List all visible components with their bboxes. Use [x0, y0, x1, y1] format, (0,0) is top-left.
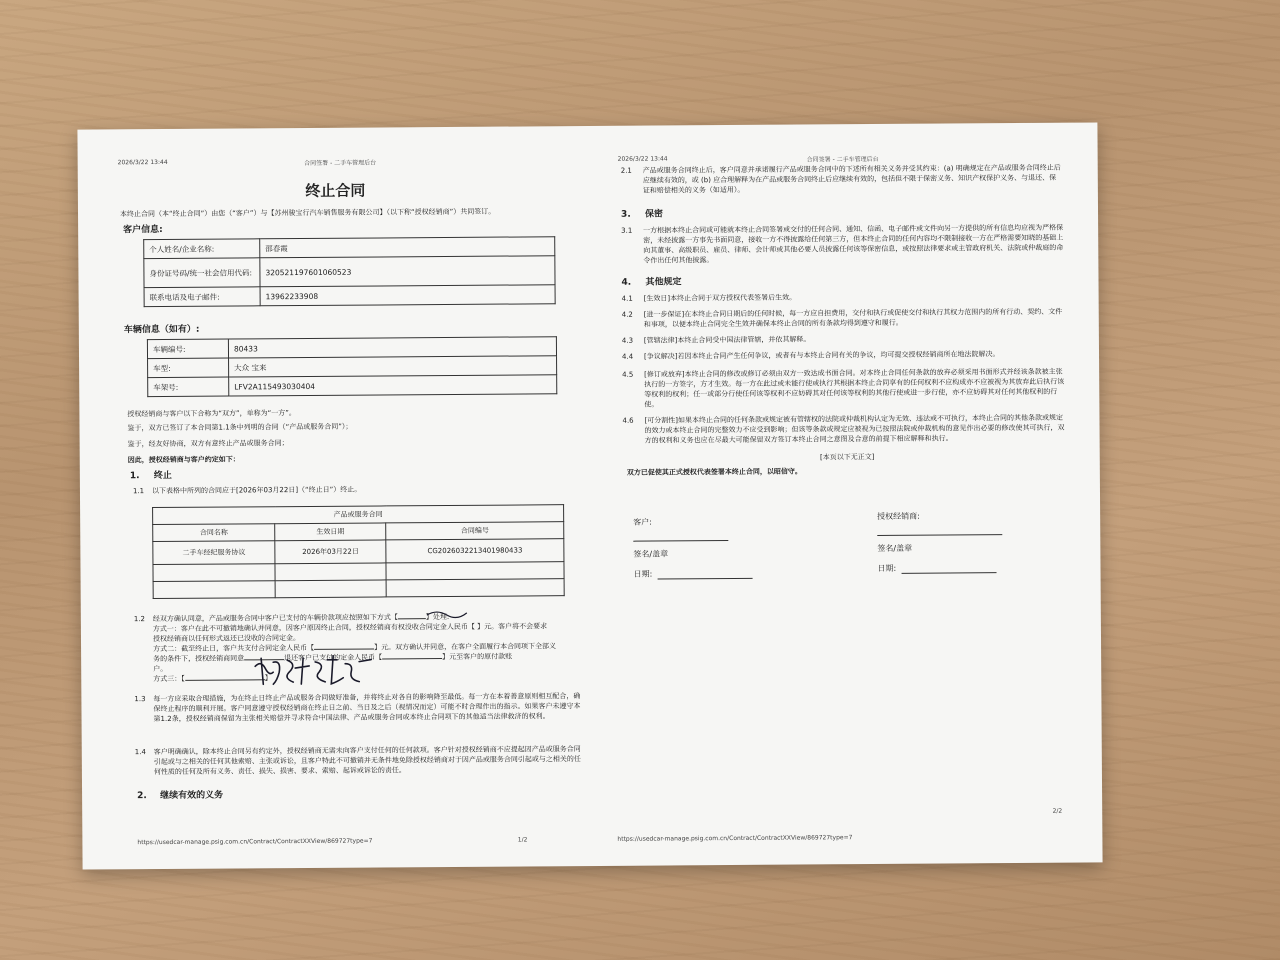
therefore-paragraph: 因此，授权经销商与客户约定如下：	[127, 455, 240, 465]
table-cell	[386, 562, 564, 580]
section-3-number: 3.	[621, 209, 631, 220]
clause-1-2-text: 经双方确认同意，产品或服务合同中客户已支付的车辆价款项应按照如下方式【 】处理: 方式一：客户在此不可撤销地确认并同意，因客户原因终止合同，授权经销商有权没收合同定金人民币【 】元。客户将不会要求 授权经销商以任何形式返还已没收的合同定金。 方式二：截至终止日，客户共支付合同定金人民币【 】元。双方确认并同意，在客户全面履行本合同项下全部义 务的条件下，授权经销商同意 退还客户已支付的定金人民币【 】元至客户的原付款账 户。 方式三：【 】	[152, 612, 557, 684]
page-1	[77, 126, 597, 870]
clause-4-1-text: [生效日]本终止合同于双方授权代表签署后生效。	[643, 293, 797, 303]
section-2-number: 2.	[137, 791, 147, 802]
page-number: 2/2	[1052, 807, 1063, 815]
print-date: 2026/3/22 13:44	[117, 158, 168, 167]
product-table-caption: 产品或服务合同	[153, 505, 564, 525]
whereas-1: 鉴于，双方已签订了本合同第1.1条中列明的合同（“产品或服务合同”）；	[127, 422, 353, 433]
product-contract-table	[152, 504, 565, 599]
clause-4-4-text: [争议解决]若因本终止合同产生任何争议，或者有与本终止合同有关的争议，均可提交授权经销商所在地法院解决。	[644, 350, 1000, 361]
section-4-title: 其他规定	[645, 277, 682, 288]
table-row	[144, 256, 555, 288]
clause-3-1-number: 3.1	[621, 226, 633, 235]
table-cell: CG2026032213401980433	[386, 539, 564, 563]
column-header: 合同编号	[386, 522, 564, 540]
clause-1-4-number: 1.4	[134, 748, 146, 757]
vehicle-model-label: 车型:	[148, 358, 229, 378]
clause-1-2-number: 1.2	[133, 615, 146, 624]
clause-4-5-text: [修订或放弃]本终止合同的修改或修订必须由双方一致达成书面合同。对本终止合同任何条款的放弃必须采用书面形式并经该条款被主张执行的一方签字，方才生效。每一方在此过或未能行使或执行其根据本终止合同享有的任何权利不应构成亦不应被视为其放弃此后执行该等权利的权利；任一或部分行使任何该等权利不应妨碍其对任何该等权利的其他行使或进一步行使，亦不应妨碍其对任何其他权利的行使。	[644, 367, 1065, 409]
table-row	[144, 285, 555, 307]
print-title: 合同签署 - 二手车管理后台	[304, 159, 377, 167]
deposit-amount-field[interactable]	[314, 643, 374, 650]
section-4-number: 4.	[621, 277, 632, 288]
page-2	[592, 122, 1102, 866]
clause-4-3-number: 4.3	[621, 336, 634, 345]
table-row	[153, 579, 564, 599]
vehicle-number-label: 车辆编号:	[147, 339, 228, 359]
refund-amount-field[interactable]	[382, 652, 442, 659]
clause-2-1-number: 2.1	[620, 166, 632, 175]
dealer-date-line[interactable]	[902, 571, 997, 574]
dealer-sign-line[interactable]	[877, 533, 1002, 536]
clause-4-5-number: 4.5	[622, 370, 634, 379]
customer-date-line[interactable]	[658, 577, 753, 580]
document-title: 终止合同	[305, 181, 366, 200]
clause-3-1-text: 一方根据本终止合同或可能就本终止合同签署或交付的任何合同、通知、信函、电子邮件或文件向另一方提供的所有信息均应视为严格保密，未经披露一方事先书面同意，接收一方不得披露给任何第三方，但本终止合同的任何内容均不限制接收一方在严格需要知晓的基础上向其董事、高级职员、雇员、律师、会计师或其他必要人员披露任何该等保密信息，或按照法律要求或主管政府机关、法院或仲裁庭的命令作出任何其他披露。	[643, 223, 1064, 265]
table-row	[153, 539, 564, 565]
print-title: 合同签署 - 二手车管理后台	[806, 155, 879, 164]
customer-info-heading: 客户信息:	[123, 224, 163, 236]
print-date: 2026/3/22 13:44	[617, 155, 668, 163]
customer-phone-label: 联系电话及电子邮件:	[144, 287, 260, 307]
whereas-2: 鉴于，经友好协商，双方有意终止产品或服务合同；	[127, 439, 289, 449]
section-1-number: 1.	[129, 471, 140, 482]
customer-seal-label: 签名/盖章	[633, 549, 669, 559]
print-footer	[617, 807, 1072, 843]
clause-1-1-number: 1.1	[132, 487, 145, 496]
clause-4-2-number: 4.2	[621, 310, 633, 319]
dealer-seal-label: 签名/盖章	[877, 543, 913, 553]
clause-4-3-text: [管辖法律]本终止合同受中国法律管辖，并依其解释。	[643, 335, 811, 345]
clause-4-2-text: [进一步保证]在本终止合同日期后的任何时候，每一方应自担费用，交付和执行或促使交付和执行其权力范围内的所有行动、契约、文件和事项，以便本终止合同完全生效并确保本终止合同的所有条款均得到遵守和履行。	[643, 307, 1063, 329]
table-row	[148, 375, 557, 397]
clause-4-6-text: [可分割性]如果本终止合同的任何条款或规定被有管辖权的法院或仲裁机构认定为无效、违法或不可执行，本终止合同的其他条款或规定的效力或本终止合同的完整效力不应受到影响；但该等条款或规定应被视为已按照法院或仲裁机构的意见作出必要的修改使其可执行，双方的权利和义务也应在尽最大可能保留双方签订本终止合同之意图及合意的前提下相应解释和执行。	[644, 413, 1065, 445]
handwritten-signature	[251, 653, 381, 688]
table-cell	[153, 581, 275, 599]
clause-1-3-number: 1.3	[134, 695, 146, 704]
print-url: https://usedcar-manage.psig.com.cn/Contract/ContractXXView/869727type=7	[617, 834, 853, 843]
customer-info-table	[143, 236, 555, 307]
clause-4-6-number: 4.6	[622, 416, 634, 425]
clause-1-4-text: 客户明确确认，除本终止合同另有约定外，授权经销商无需未向客户支付任何的任何款项。客户针对授权经销商不应提起因产品或服务合同引起或与之相关的任何其他索赔、主张或诉讼，且客户特此不可撤销并无条件地免除授权经销商对于因产品或服务合同引起或与之相关的任何性质的任何及所有义务、责任、损失、损害、要求、索赔、起诉或诉讼的责任。	[153, 745, 581, 777]
table-cell	[275, 580, 386, 598]
print-url: https://usedcar-manage.psig.com.cn/Contract/ContractXXView/869727type=7	[137, 837, 373, 847]
contract-printout	[77, 122, 1102, 869]
table-cell: 2026年03月22日	[275, 540, 386, 564]
parties-paragraph: 授权经销商与客户以下合称为“双方”，单称为“一方”。	[127, 409, 296, 419]
print-header	[117, 156, 563, 167]
dealer-sign-label: 授权经销商:	[877, 511, 920, 521]
section-1-title: 终止	[153, 470, 172, 482]
customer-date-label: 日期:	[633, 569, 653, 579]
dealer-date-label: 日期:	[877, 563, 897, 573]
vin-label: 车架号:	[148, 377, 229, 397]
table-cell	[386, 579, 564, 597]
print-footer	[137, 836, 567, 847]
customer-sign-label: 客户:	[633, 517, 652, 527]
customer-name-value: 邵春霞	[260, 237, 555, 258]
table-cell	[275, 563, 386, 581]
print-header	[617, 153, 1068, 164]
vin-value: LFV2A115493030404	[229, 375, 557, 396]
section-2-title: 继续有效的义务	[160, 790, 224, 802]
page-number: 1/2	[517, 836, 528, 844]
column-header: 生效日期	[275, 523, 386, 541]
table-cell	[153, 564, 275, 582]
method-choice-field[interactable]	[398, 612, 426, 619]
customer-phone-value: 13962233908	[260, 285, 555, 306]
clause-4-1-number: 4.1	[621, 294, 633, 303]
clause-4-4-number: 4.4	[622, 352, 634, 361]
clause-1-1-text: 以下表格中所列的合同应于[2026年03月22日]（“终止日”）终止。	[151, 485, 362, 496]
customer-name-label: 个人姓名/企业名称:	[144, 239, 260, 259]
vehicle-info-heading: 车辆信息（如有）:	[123, 324, 200, 336]
intro-paragraph: 本终止合同（本“终止合同”）由您（“客户”）与【苏州骏宝行汽车销售服务有限公司】（以下称“授权经销商”）共同签订。	[119, 207, 496, 219]
customer-id-value: 320521197601060523	[260, 256, 555, 287]
customer-id-label: 身份证号码/统一社会信用代码:	[144, 258, 260, 288]
customer-sign-line[interactable]	[633, 539, 728, 542]
no-more-text-note: [本页以下无正文]	[819, 453, 875, 462]
witness-statement: 双方已促使其正式授权代表签署本终止合同，以昭信守。	[626, 467, 802, 477]
handwritten-mark	[425, 609, 469, 619]
clause-1-3-text: 每一方应采取合理措施，为在终止日终止产品或服务合同做好准备，并将终止对各自的影响降至最低。每一方在本着善意原则相互配合，确保终止程序的顺利开展。客户同意遵守授权经销商在终止日之前、当日及之后（视情况而定）可能不时合理作出的指示。如果客户未遵守本第1.2条，授权经销商保留为主张相关赔偿并寻求符合中国法律、产品或服务合同或本终止合同项下的其他适当法律救济的权利。	[153, 692, 581, 724]
vehicle-number-value: 80433	[228, 337, 556, 358]
section-3-title: 保密	[645, 209, 664, 220]
column-header: 合同名称	[153, 524, 275, 542]
table-cell: 二手车经纪服务协议	[153, 541, 275, 565]
vehicle-model-value: 大众 宝来	[229, 356, 557, 377]
vehicle-info-table	[147, 336, 557, 397]
clause-2-1-text: 产品或服务合同终止后，客户同意并承诺履行产品或服务合同中的下述所有相关义务并受其约束：(a) 明确规定在产品或服务合同终止后应继续有效的，或 (b) 应合理解释为在产品或服务合同终止后应继续有效的，包括但不限于保密义务、知识产权保护义务、与退还、保证和赔偿相关的义务（如适用）。	[642, 163, 1061, 195]
